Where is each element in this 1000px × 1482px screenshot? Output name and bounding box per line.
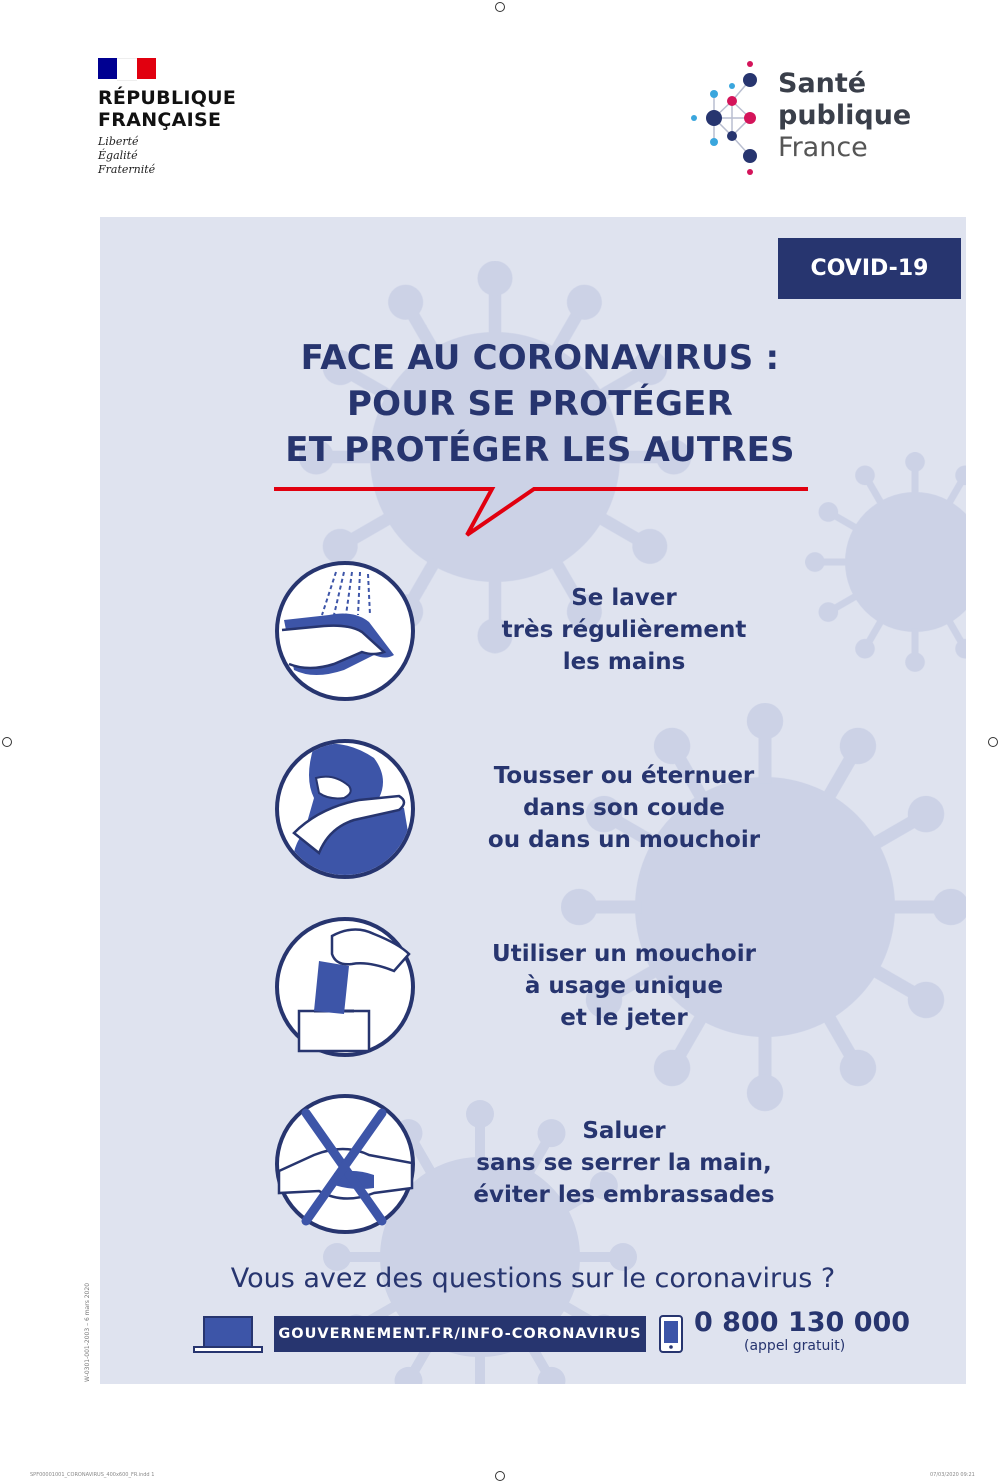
questions-heading: Vous avez des questions sur le coronavirus ? — [230, 1263, 836, 1294]
tissue-bin-icon — [274, 916, 416, 1058]
registration-mark-left — [2, 737, 12, 747]
registration-mark-bottom — [495, 1471, 505, 1481]
title-line1: FACE AU CORONAVIRUS : — [300, 338, 780, 378]
advice-1-line1: Se laver — [571, 585, 677, 611]
laptop-icon — [192, 1315, 264, 1355]
info-url-link[interactable]: GOUVERNEMENT.FR/INFO-CORONAVIRUS — [274, 1316, 646, 1352]
document-reference: W-0301-001-2003 – 6 mars 2020 — [84, 1282, 91, 1382]
registration-mark-right — [988, 737, 998, 747]
republique-francaise-logo — [98, 58, 298, 177]
slug-left: SPF00001001_CORONAVIRUS_400x600_FR.indd 1 — [30, 1472, 155, 1478]
advice-text-2 — [454, 760, 794, 856]
advice-4-line2: sans se serrer la main, — [476, 1150, 772, 1176]
advice-text-4 — [454, 1115, 794, 1211]
spf-name-line3: France — [778, 132, 868, 163]
advice-text-1 — [454, 582, 794, 678]
advice-2-line2: dans son coude — [523, 795, 725, 821]
slug-right: 07/03/2020 09:21 — [930, 1472, 975, 1478]
advice-text-3 — [454, 938, 794, 1034]
title-line2: POUR SE PROTÉGER — [347, 384, 733, 424]
advice-row-tissue — [274, 916, 914, 1062]
smartphone-icon — [658, 1314, 684, 1354]
motto-fraternite: Fraternité — [98, 163, 156, 176]
advice-2-line1: Tousser ou éternuer — [493, 763, 755, 789]
rf-motto — [98, 135, 298, 177]
rf-name-line1: RÉPUBLIQUE — [98, 87, 237, 109]
advice-3-line2: à usage unique — [524, 973, 724, 999]
advice-row-wash-hands — [274, 560, 914, 706]
advice-3-line3: et le jeter — [560, 1005, 688, 1031]
spf-name-line2: publique — [778, 100, 912, 131]
advice-1-line2: très régulièrement — [501, 617, 747, 643]
hand-washing-icon — [274, 560, 416, 702]
rf-name-line2: FRANÇAISE — [98, 109, 222, 131]
advice-4-line1: Saluer — [582, 1118, 666, 1144]
phone-note: (appel gratuit) — [744, 1338, 846, 1354]
advice-3-line1: Utiliser un mouchoir — [492, 941, 756, 967]
spf-name-line1: Santé — [778, 68, 867, 99]
phone-number[interactable]: 0 800 130 000 — [694, 1307, 911, 1338]
motto-egalite: Égalité — [98, 149, 138, 162]
advice-row-cough-elbow — [274, 738, 914, 884]
advice-4-line3: éviter les embrassades — [473, 1182, 775, 1208]
french-flag-icon — [98, 58, 156, 79]
rf-name — [98, 87, 298, 131]
advice-1-line3: les mains — [562, 649, 686, 675]
advice-row-no-handshake — [274, 1093, 914, 1239]
no-handshake-icon — [274, 1093, 416, 1235]
advice-2-line3: ou dans un mouchoir — [487, 827, 761, 853]
sante-publique-france-logo — [690, 56, 930, 186]
molecule-icon — [690, 56, 770, 186]
registration-mark-top — [495, 2, 505, 12]
covid-badge: COVID-19 — [778, 238, 961, 299]
cough-elbow-icon — [274, 738, 416, 880]
speech-bubble-underline — [272, 483, 812, 543]
info-panel — [100, 217, 966, 1384]
page-title — [220, 335, 860, 473]
motto-liberte: Liberté — [98, 135, 139, 148]
title-line3: ET PROTÉGER LES AUTRES — [285, 430, 795, 470]
